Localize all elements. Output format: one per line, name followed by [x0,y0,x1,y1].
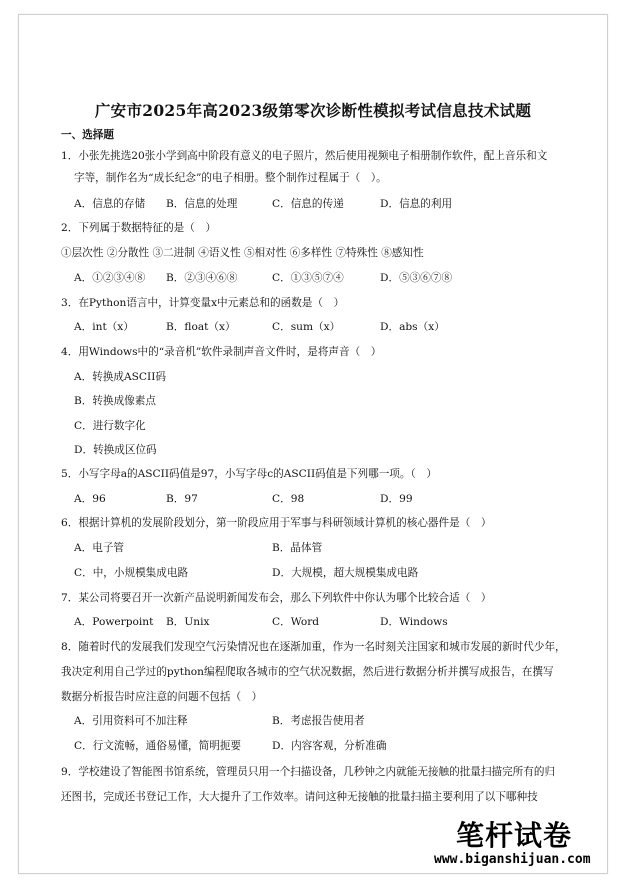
q8-option-d: D．内容客观，分析准确 [272,740,387,752]
q7-option-b: B．Unix [166,616,210,628]
q7-option-c: C．Word [272,616,320,628]
q7-option-a: A．Powerpoint [74,616,154,628]
q1-option-c: C．信息的传递 [272,198,344,210]
q5-option-a: A．96 [74,493,106,505]
q5-option-c: C．98 [272,493,305,505]
q5-option-b: B．97 [166,493,198,505]
q2-stem: 2．下列属于数据特征的是（ ） [61,222,217,234]
watermark-brand: 笔杆试卷 [456,819,573,852]
q7-stem: 7．某公司将要召开一次新产品说明新闻发布会，那么下列软件中你认为哪个比较合适（ ） [61,592,492,604]
q2-option-d: D．⑤③⑥⑦⑧ [380,272,453,284]
watermark-url: www.biganshijuan.com [434,852,591,867]
q3-option-c: C．sum（x） [272,321,341,333]
q4-option-c: C．进行数字化 [74,420,146,432]
q1-option-b: B．信息的处理 [166,198,238,210]
q3-option-d: D．abs（x） [380,321,445,333]
section-heading: 一、选择题 [61,129,114,141]
q3-option-a: A．int（x） [74,321,134,333]
q7-option-d: D．Windows [380,616,448,628]
q2-feature-list: ①层次性 ②分散性 ③二进制 ④语义性 ⑤相对性 ⑥多样性 ⑦特殊性 ⑧感知性 [61,247,424,259]
q2-option-a: A．①②③④⑧ [74,272,146,284]
q2-option-c: C．①③⑤⑦④ [272,272,344,284]
q3-stem: 3．在Python语言中，计算变量x中元素总和的函数是（ ） [61,297,345,309]
q1-stem-line2: 字等，制作名为“成长纪念”的电子相册。整个制作过程属于（ ）。 [74,172,387,184]
q1-option-d: D．信息的利用 [380,198,453,210]
exam-title: 广安市2025年高2023级第零次诊断性模拟考试信息技术试题 [94,101,532,120]
q1-stem-line1: 1．小张先挑选20张小学到高中阶段有意义的电子照片，然后使用视频电子相册制作软件，配上音乐和文 [61,150,548,162]
q8-stem-line1: 8．随着时代的发展我们发现空气污染情况也在逐渐加重，作为一名时刻关注国家和城市发展的新时代少年， [61,641,566,653]
q6-option-a: A．电子管 [74,542,125,554]
q6-option-b: B．晶体管 [272,542,323,554]
q6-option-d: D．大规模，超大规模集成电路 [272,567,419,579]
q8-option-b: B．考虑报告使用者 [272,715,365,727]
q9-stem-line2: 还图书，完成还书登记工作，大大提升了工作效率。请问这种无接触的批量扫描主要利用了以下哪种技 [61,791,538,803]
q5-option-d: D．99 [380,493,413,505]
q9-stem-line1: 9．学校建设了智能图书馆系统，管理员只用一个扫描设备，几秒钟之内就能无接触的批量扫描完所有的归 [61,766,556,778]
q8-option-a: A．引用资料可不加注释 [74,715,188,727]
q4-option-a: A．转换成ASCII码 [74,371,167,383]
q1-option-a: A．信息的存储 [74,198,146,210]
q5-stem: 5．小写字母a的ASCII码值是97，小写字母c的ASCII码值是下列哪一项。（ ） [61,468,437,480]
q6-stem: 6．根据计算机的发展阶段划分，第一阶段应用于军事与科研领域计算机的核心器件是（ ） [61,517,492,529]
q8-stem-line3: 数据分析报告时应注意的问题不包括（ ） [61,691,263,703]
q4-option-b: B．转换成像素点 [74,395,156,407]
q6-option-c: C．中，小规模集成电路 [74,567,189,579]
q8-option-c: C．行文流畅，通俗易懂，简明扼要 [74,740,242,752]
q3-option-b: B．float（x） [166,321,236,333]
q4-stem: 4．用Windows中的“录音机”软件录制声音文件时，是将声音（ ） [61,346,382,358]
q2-option-b: B．②③④⑥⑧ [166,272,238,284]
q4-option-d: D．转换成区位码 [74,444,157,456]
q8-stem-line2: 我决定利用自己学过的python编程爬取各城市的空气状况数据，然后进行数据分析并撰写成报告，在撰写 [61,666,554,678]
